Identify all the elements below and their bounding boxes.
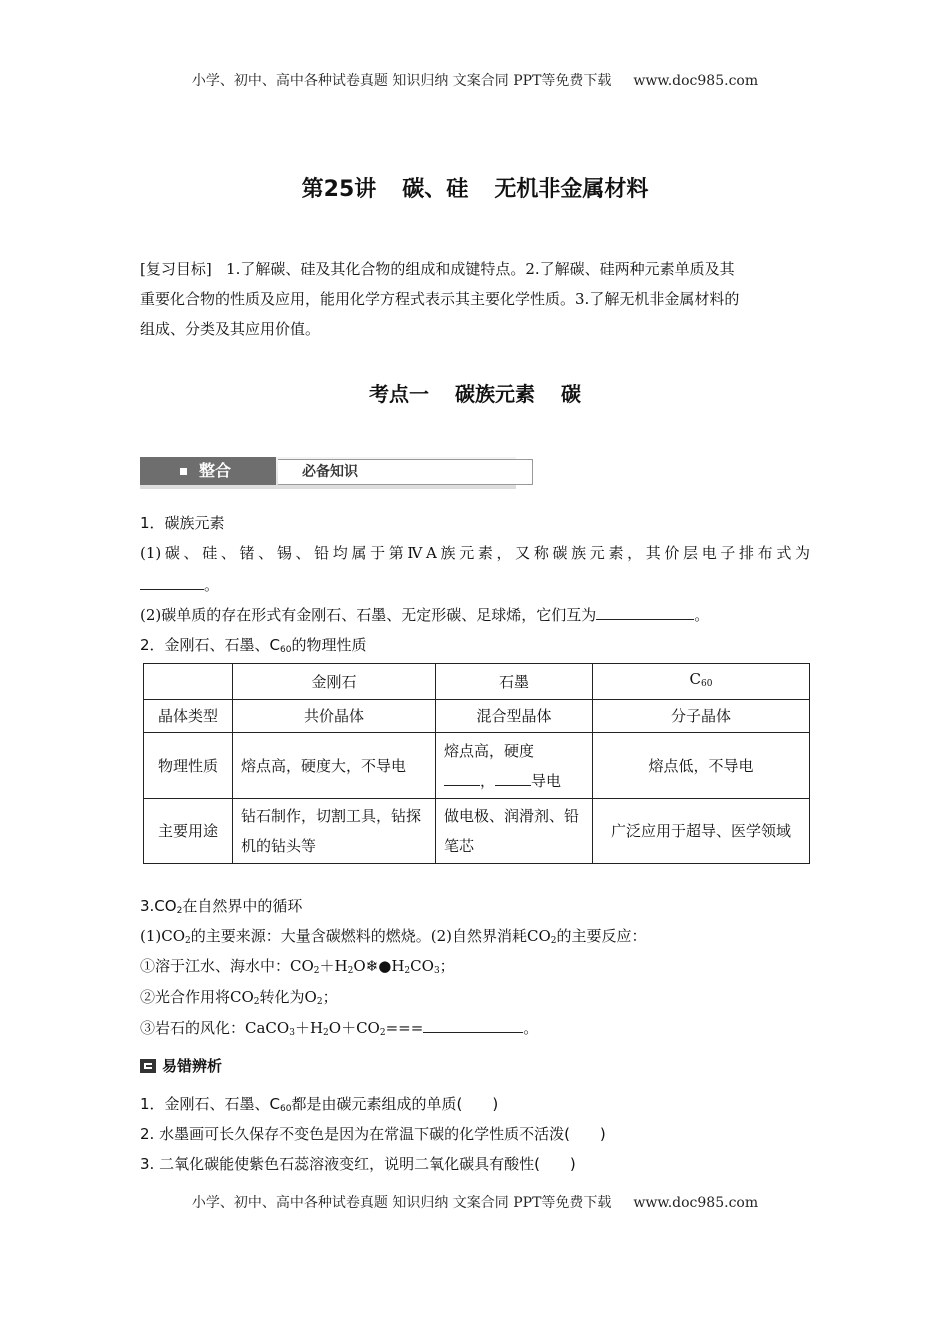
s1-heading: 1．碳族元素 — [140, 514, 225, 532]
s1-p1-end — [140, 574, 219, 595]
table-row — [144, 799, 810, 864]
table-row-label: 主要用途 — [144, 799, 233, 864]
title-subtopic: 无机非金属材料 — [494, 177, 649, 202]
yicuo-heading — [140, 1055, 222, 1076]
yicuo-heading-text: 易错辨析 — [162, 1057, 223, 1075]
section-title — [0, 378, 950, 407]
text: 的主要反应： — [556, 927, 647, 945]
text: CO — [410, 957, 434, 975]
review-goals — [140, 254, 812, 344]
sub: 2 — [404, 966, 411, 976]
table-row — [144, 664, 810, 700]
table-header-cell — [593, 664, 810, 700]
review-line-3: 组成、分类及其应用价值。 — [140, 320, 321, 338]
answer-blank[interactable] — [140, 575, 204, 590]
s2-heading-text: 2．金刚石、石墨、C — [140, 636, 281, 654]
table-cell: 做电极、润滑剂、铅笔芯 — [436, 799, 593, 864]
table-cell: 熔点高，硬度大，不导电 — [233, 733, 436, 799]
table-cell: 钻石制作，切割工具，钻探机的钻头等 — [233, 799, 436, 864]
s1-p1: (1)碳、硅、锗、锡、铅均属于第ⅣA族元素，又称碳族元素，其价层电子排布式为 — [140, 544, 810, 562]
table-header-cell: 石墨 — [436, 664, 593, 700]
answer-blank[interactable] — [495, 771, 531, 786]
text: ②光合作用将CO — [140, 988, 254, 1006]
table-cell: 分子晶体 — [593, 700, 810, 733]
review-line-1: 1.了解碳、硅及其化合物的组成和成键特点。2.了解碳、硅两种元素单质及其 — [226, 260, 735, 278]
text: ①溶于江水、海水中：CO — [140, 957, 314, 975]
text: 1．金刚石、石墨、C — [140, 1095, 281, 1113]
footer-text: 小学、初中、高中各种试卷真题 知识归纳 文案合同 PPT等免费下载 — [191, 1195, 612, 1211]
header-text: 小学、初中、高中各种试卷真题 知识归纳 文案合同 PPT等免费下载 — [191, 73, 612, 89]
sub: 2 — [176, 906, 183, 916]
banner-light-label: 必备知识 — [302, 464, 358, 480]
banner-dark-label: 整合 — [199, 461, 232, 480]
s3-line-2 — [140, 955, 455, 976]
sub: 2 — [550, 936, 557, 946]
section-number: 考点一 — [369, 382, 429, 406]
error-tag-icon — [140, 1059, 156, 1073]
header-site[interactable]: www.doc985.com — [633, 73, 759, 89]
answer-blank[interactable] — [444, 771, 480, 786]
knowledge-banner — [140, 457, 516, 489]
s1-p1-period: 。 — [204, 576, 220, 594]
s3-line-1 — [140, 925, 647, 946]
banner-light-tab — [278, 459, 533, 485]
s1-p2 — [140, 604, 709, 625]
table-cell — [436, 733, 593, 799]
review-line-2: 重要化合物的性质及应用，能用化学方程式表示其主要化学性质。3.了解无机非金属材料的 — [140, 290, 740, 308]
answer-blank[interactable] — [423, 1018, 523, 1033]
s2-heading — [140, 634, 367, 655]
title-lecture: 第25讲 — [301, 177, 377, 202]
text: (1)CO — [140, 927, 186, 945]
table-row — [144, 733, 810, 799]
yicuo-q2: 2. 水墨画可长久保存不变色是因为在常温下碳的化学性质不活泼( ) — [140, 1125, 606, 1143]
table-header-cell: 金刚石 — [233, 664, 436, 700]
s3-line-3 — [140, 986, 338, 1007]
yicuo-q1 — [140, 1093, 498, 1114]
section-subtopic: 碳 — [561, 382, 581, 406]
text: O — [353, 957, 366, 975]
sub: 3 — [289, 1028, 295, 1038]
c60-sub: 60 — [701, 679, 713, 689]
page-footer — [0, 1192, 950, 1212]
table-row — [144, 700, 810, 733]
sub: 2 — [347, 966, 354, 976]
table-row-label: 物理性质 — [144, 733, 233, 799]
s1-p2-text: (2)碳单质的存在形式有金刚石、石墨、无定形碳、足球烯，它们互为 — [140, 606, 597, 624]
text: 都是由碳元素组成的单质( ) — [291, 1095, 499, 1113]
sub: 2 — [379, 1028, 386, 1038]
text: 转化为O — [259, 988, 317, 1006]
text: === — [385, 1019, 424, 1037]
answer-blank[interactable] — [596, 605, 694, 620]
table-cell — [144, 664, 233, 700]
page-header — [0, 70, 950, 90]
text: ③岩石的风化：CaCO — [140, 1019, 290, 1037]
sub: 2 — [313, 966, 320, 976]
s3-line-4 — [140, 1017, 538, 1038]
table-cell: 混合型晶体 — [436, 700, 593, 733]
s2-heading-sub: 60 — [280, 645, 292, 655]
table-cell: 熔点低，不导电 — [593, 733, 810, 799]
equilibrium-arrow-icon: ❄● — [365, 957, 392, 975]
table-cell: 广泛应用于超导、医学领域 — [593, 799, 810, 864]
title-topic: 碳、硅 — [402, 177, 469, 202]
s1-p2-period: 。 — [694, 606, 710, 624]
text: O＋CO — [328, 1019, 380, 1037]
footer-site[interactable]: www.doc985.com — [633, 1195, 759, 1211]
text: ＋H — [319, 957, 348, 975]
text: H — [391, 957, 405, 975]
graphite-comma: ， — [480, 771, 496, 790]
text: ； — [322, 988, 338, 1006]
c60-label: C — [689, 670, 702, 688]
yicuo-q3: 3. 二氧化碳能使紫色石蕊溶液变红，说明二氧化碳具有酸性( ) — [140, 1155, 576, 1173]
text: ； — [439, 957, 455, 975]
s3-heading-text: 3.CO — [140, 897, 177, 915]
table-row-label: 晶体类型 — [144, 700, 233, 733]
sub: 60 — [280, 1104, 292, 1114]
section-topic: 碳族元素 — [455, 382, 535, 406]
sub: 3 — [433, 966, 440, 976]
banner-dark-tab — [140, 457, 276, 485]
graphite-prop-b: 导电 — [531, 771, 562, 790]
sub: 2 — [323, 1028, 329, 1038]
table-cell: 共价晶体 — [233, 700, 436, 733]
sub: 2 — [253, 997, 260, 1007]
text: 。 — [523, 1019, 539, 1037]
review-label: [复习目标] — [140, 260, 212, 278]
text: ＋H — [294, 1019, 324, 1037]
s3-heading — [140, 895, 302, 916]
page-title — [0, 172, 950, 203]
graphite-prop-a: 熔点高，硬度 — [444, 741, 535, 760]
text: 的主要来源：大量含碳燃料的燃烧。(2)自然界消耗CO — [190, 927, 551, 945]
sub: 2 — [185, 936, 191, 946]
s3-heading-post: 在自然界中的循环 — [182, 897, 303, 915]
s2-heading-post: 的物理性质 — [291, 636, 367, 654]
square-icon — [180, 468, 187, 475]
sub: 2 — [316, 997, 323, 1007]
properties-table — [143, 663, 810, 864]
